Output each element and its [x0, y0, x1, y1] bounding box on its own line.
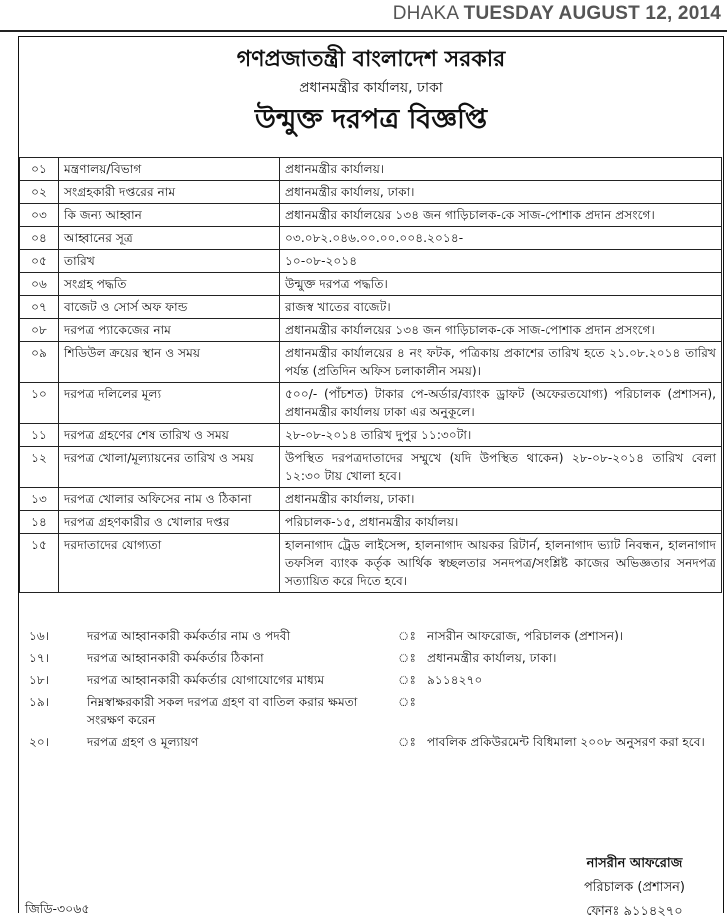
notice-title: উন্মুক্ত দরপত্র বিজ্ঞপ্তি — [254, 104, 488, 135]
list-item — [19, 625, 722, 647]
row-value: প্রধানমন্ত্রীর কার্যালয়ের ৪ নং ফটক, পত্রিকায় প্রকাশের তারিখ হতে ২১.০৮.২০১৪ তারিখ পর্যন্ত (প্রতিদিন অফিস চলাকালীন সময়)। — [280, 342, 722, 383]
row-label: দরদাতাদের যোগ্যতা — [59, 534, 280, 593]
row-number: ১০ — [20, 383, 59, 424]
row-value: উন্মুক্ত দরপত্র পদ্ধতি। — [280, 273, 722, 296]
office-subtitle: প্রধানমন্ত্রীর কার্যালয়, ঢাকা — [299, 80, 443, 96]
officer-details-table — [19, 625, 722, 753]
row-number: ০৬ — [20, 273, 59, 296]
item-label: দরপত্র গ্রহণ ও মূল্যায়ণ — [87, 735, 199, 749]
table-row — [20, 488, 722, 511]
row-number: ০৮ — [20, 319, 59, 342]
row-number: ০৭ — [20, 296, 59, 319]
row-value: পরিচালক-১৫, প্রধানমন্ত্রীর কার্যালয়। — [280, 511, 722, 534]
table-row — [20, 158, 722, 181]
signatory-designation: পরিচালক (প্রশাসন) — [583, 880, 685, 895]
table-row — [20, 227, 722, 250]
table-row — [20, 383, 722, 424]
table-row — [20, 250, 722, 273]
masthead-city: DHAKA — [392, 3, 459, 24]
table-row — [20, 273, 722, 296]
table-row — [20, 534, 722, 593]
item-colon: ঃ — [398, 651, 416, 665]
item-number: ১৮। — [29, 673, 50, 687]
row-number: ১৩ — [20, 488, 59, 511]
row-label: দরপত্র খোলার অফিসের নাম ও ঠিকানা — [59, 488, 280, 511]
table-row — [20, 342, 722, 383]
row-label: দরপত্র গ্রহণের শেষ তারিখ ও সময় — [59, 424, 280, 447]
row-label: দরপত্র গ্রহণকারীর ও খোলার দপ্তর — [59, 511, 280, 534]
row-value: ০৩.০৮২.০৪৬.০০.০০.০০৪.২০১৪- — [280, 227, 722, 250]
item-colon: ঃ — [398, 673, 416, 687]
item-label: দরপত্র আহ্বানকারী কর্মকর্তার নাম ও পদবী — [87, 629, 291, 643]
item-number: ১৬। — [29, 629, 50, 643]
list-item — [19, 647, 722, 669]
row-number: ১২ — [20, 447, 59, 488]
masthead-dateline — [393, 3, 721, 25]
row-number: ০২ — [20, 181, 59, 204]
table-row — [20, 296, 722, 319]
row-number: ১৫ — [20, 534, 59, 593]
item-label: দরপত্র আহ্বানকারী কর্মকর্তার যোগাযোগের মাধ্যম — [87, 673, 325, 687]
row-value: উপস্থিত দরপত্রদাতাদের সম্মুখে (যদি উপস্থিত থাকেন) ২৮-০৮-২০১৪ তারিখ বেলা ১২:৩০ টায় খোলা হবে। — [280, 447, 722, 488]
row-label: শিডিউল ক্রয়ের স্থান ও সময় — [59, 342, 280, 383]
row-label: দরপত্র প্যাকেজের নাম — [59, 319, 280, 342]
row-value: প্রধানমন্ত্রীর কার্যালয়ের ১৩৪ জন গাড়িচালক-কে সাজ-পোশাক প্রদান প্রসংগে। — [280, 319, 722, 342]
item-value: ৯১১৪২৭০ — [427, 673, 483, 687]
row-label: সংগ্রহ পদ্ধতি — [59, 273, 280, 296]
row-value: ১০-০৮-২০১৪ — [280, 250, 722, 273]
table-row — [20, 511, 722, 534]
list-item — [19, 731, 722, 753]
item-number: ১৯। — [29, 695, 50, 709]
item-label: নিম্নস্বাক্ষরকারী সকল দরপত্র গ্রহণ বা বাতিল করার ক্ষমতা সংরক্ষণ করেন — [87, 695, 358, 727]
item-colon: ঃ — [398, 629, 416, 643]
table-row — [20, 319, 722, 342]
row-label: বাজেট ও সোর্স অফ ফান্ড — [59, 296, 280, 319]
table-row — [20, 424, 722, 447]
table-row — [20, 447, 722, 488]
row-value: হালনাগাদ ট্রেড লাইসেন্স, হালনাগাদ আয়কর রিটার্ন, হালনাগাদ ভ্যাট নিবন্ধন, হালনাগাদ তফসিল ব্যাংক কর্তৃক আর্থিক স্বচ্ছলতার সনদপত্র/সংশ্লিষ্ট কাজের অভিজ্ঞতার সনদপত্র সত্যায়িত করে দিতে হবে। — [280, 534, 722, 593]
item-label: দরপত্র আহ্বানকারী কর্মকর্তার ঠিকানা — [87, 651, 264, 665]
row-label: আহ্বানের সূত্র — [59, 227, 280, 250]
row-value: প্রধানমন্ত্রীর কার্যালয়, ঢাকা। — [280, 488, 722, 511]
row-value: প্রধানমন্ত্রীর কার্যালয়, ঢাকা। — [280, 181, 722, 204]
row-label: মন্ত্রণালয়/বিভাগ — [59, 158, 280, 181]
tender-details-table — [19, 157, 722, 593]
row-label: তারিখ — [59, 250, 280, 273]
list-item — [19, 691, 722, 731]
row-number: ০১ — [20, 158, 59, 181]
item-value: পাবলিক প্রকিউরমেন্ট বিধিমালা ২০০৮ অনুসরণ করা হবে। — [427, 735, 705, 749]
row-number: ১১ — [20, 424, 59, 447]
item-number: ১৭। — [29, 651, 50, 665]
masthead-date: TUESDAY AUGUST 12, 2014 — [463, 3, 721, 24]
item-value: নাসরীন আফরোজ, পরিচালক (প্রশাসন)। — [427, 629, 624, 643]
list-item — [19, 669, 722, 691]
row-value: রাজস্ব খাতের বাজেট। — [280, 296, 722, 319]
signatory-phone: ফোনঃ ৯১১৪২৭০ — [586, 904, 683, 919]
government-title: গণপ্রজাতন্ত্রী বাংলাদেশ সরকার — [236, 47, 506, 72]
row-label: দরপত্র খোলা/মূল্যায়নের তারিখ ও সময় — [59, 447, 280, 488]
notice-header — [19, 47, 723, 137]
row-number: ০৫ — [20, 250, 59, 273]
row-number: ০৯ — [20, 342, 59, 383]
row-number: ১৪ — [20, 511, 59, 534]
newspaper-masthead — [0, 0, 727, 32]
gd-reference: জিডি-৩০৬৫ — [25, 901, 90, 916]
row-value: প্রধানমন্ত্রীর কার্যালয়ের ১৩৪ জন গাড়িচালক-কে সাজ-পোশাক প্রদান প্রসংগে। — [280, 204, 722, 227]
row-number: ০৩ — [20, 204, 59, 227]
row-label: দরপত্র দলিলের মূল্য — [59, 383, 280, 424]
signature-block — [584, 852, 685, 924]
row-value: প্রধানমন্ত্রীর কার্যালয়। — [280, 158, 722, 181]
table-row — [20, 204, 722, 227]
row-label: কি জন্য আহ্বান — [59, 204, 280, 227]
item-value — [423, 691, 722, 731]
row-value: ২৮-০৮-২০১৪ তারিখ দুপুর ১১:৩০টা। — [280, 424, 722, 447]
tender-notice — [18, 36, 724, 919]
item-colon: ঃ — [398, 735, 416, 749]
row-label: সংগ্রহকারী দপ্তরের নাম — [59, 181, 280, 204]
item-colon: ঃ — [398, 695, 416, 709]
item-value: প্রধানমন্ত্রীর কার্যালয়, ঢাকা। — [427, 651, 557, 665]
item-number: ২০। — [29, 735, 50, 749]
row-value: ৫০০/- (পাঁচশত) টাকার পে-অর্ডার/ব্যাংক ড্রাফট (অফেরতযোগ্য) পরিচালক (প্রশাসন), প্রধানমন্ত্রীর কার্যালয় ঢাকা এর অনুকূলে। — [280, 383, 722, 424]
signatory-name: নাসরীন আফরোজ — [586, 856, 683, 871]
table-row — [20, 181, 722, 204]
row-number: ০৪ — [20, 227, 59, 250]
